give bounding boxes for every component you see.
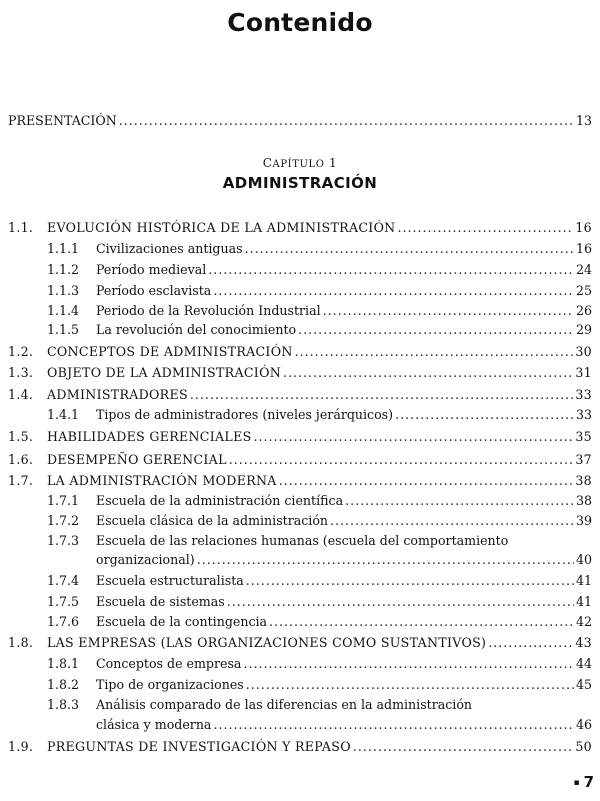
toc-page-number: 25 bbox=[575, 283, 592, 298]
toc-entry-continuation bbox=[96, 551, 592, 569]
toc-entry-number: 1.2. bbox=[8, 344, 34, 359]
toc-entry-number: 1.8. bbox=[8, 635, 34, 650]
toc-entry-text: OBJETO DE LA ADMINISTRACIÓN bbox=[47, 365, 282, 380]
toc-entry-number: 1.6. bbox=[8, 452, 34, 467]
toc-entry-text: LA ADMINISTRACIÓN MODERNA bbox=[47, 473, 277, 488]
toc-entry bbox=[47, 240, 592, 258]
toc-entry bbox=[8, 364, 592, 382]
toc-entry bbox=[47, 492, 592, 510]
leader-dots bbox=[298, 321, 574, 339]
toc-entry bbox=[47, 512, 592, 530]
toc-page-number: 13 bbox=[575, 113, 592, 128]
toc-entry bbox=[8, 343, 592, 361]
toc-page-number: 44 bbox=[575, 656, 592, 671]
toc-entry-number: 1.7.5 bbox=[47, 594, 80, 609]
toc-entry bbox=[47, 261, 592, 279]
toc-entry-text: Escuela clásica de la administración bbox=[96, 513, 329, 528]
toc-page-number: 45 bbox=[575, 677, 592, 692]
toc-entry-text: Conceptos de empresa bbox=[96, 656, 242, 671]
toc-entry-text: La revolución del conocimiento bbox=[96, 322, 297, 337]
toc-entry-number: 1.9. bbox=[8, 739, 34, 754]
toc-page-number: 46 bbox=[575, 717, 592, 732]
chapter-number: 1 bbox=[329, 156, 338, 170]
leader-dots bbox=[197, 551, 574, 569]
toc-entry-text: Período medieval bbox=[96, 262, 207, 277]
leader-dots bbox=[395, 406, 574, 424]
toc-entry-number: 1.8.1 bbox=[47, 656, 80, 671]
leader-dots bbox=[190, 386, 573, 404]
toc-entry-text: EVOLUCIÓN HISTÓRICA DE LA ADMINISTRACIÓN bbox=[47, 220, 396, 235]
toc-entry bbox=[8, 738, 592, 756]
toc-entry-text: Periodo de la Revolución Industrial bbox=[96, 303, 321, 318]
leader-dots bbox=[245, 240, 574, 258]
toc-entry-number: 1.1. bbox=[8, 220, 34, 235]
leader-dots bbox=[229, 451, 574, 469]
toc-entry bbox=[8, 428, 592, 446]
leader-dots bbox=[295, 343, 574, 361]
chapter-label-rest: APÍTULO bbox=[272, 159, 325, 170]
toc-entry-text: ADMINISTRADORES bbox=[47, 387, 188, 402]
toc-entry-number: 1.7.3 bbox=[47, 533, 80, 548]
leader-dots bbox=[488, 634, 573, 652]
toc-entry bbox=[47, 593, 592, 611]
toc-entry-number: 1.1.4 bbox=[47, 303, 80, 318]
toc-entry bbox=[47, 676, 592, 694]
toc-entry-continuation bbox=[96, 716, 592, 734]
toc-entry bbox=[8, 634, 592, 652]
toc-entry-text: Escuela de sistemas bbox=[96, 594, 225, 609]
toc-entry bbox=[47, 572, 592, 590]
toc-entry bbox=[47, 532, 592, 550]
toc-page-number: 38 bbox=[575, 493, 592, 508]
toc-entry bbox=[47, 282, 592, 300]
bullet-icon: ▪ bbox=[573, 777, 580, 788]
toc-entry-text: PRESENTACIÓN bbox=[8, 113, 117, 128]
leader-dots bbox=[254, 428, 574, 446]
leader-dots bbox=[213, 282, 574, 300]
leader-dots bbox=[246, 572, 574, 590]
page-number: 7 bbox=[583, 773, 594, 791]
chapter-title: ADMINISTRACIÓN bbox=[222, 174, 378, 192]
toc-entry-number: 1.7.1 bbox=[47, 493, 80, 508]
toc-page-number: 24 bbox=[575, 262, 592, 277]
toc-entry-text: Escuela de la contingencia bbox=[96, 614, 268, 629]
toc-page-number: 30 bbox=[575, 344, 592, 359]
toc-page-number: 16 bbox=[575, 220, 592, 235]
toc-entry-number: 1.7.2 bbox=[47, 513, 80, 528]
toc-entry bbox=[8, 219, 592, 237]
toc-entry-text: clásica y moderna bbox=[96, 717, 212, 732]
leader-dots bbox=[119, 112, 574, 130]
toc-entry-text: Escuela estructuralista bbox=[96, 573, 244, 588]
toc-entry-text: CONCEPTOS DE ADMINISTRACIÓN bbox=[47, 344, 293, 359]
toc-entry-text: organizacional) bbox=[96, 552, 195, 567]
toc-entry-number: 1.1.1 bbox=[47, 241, 80, 256]
toc-entry-text: DESEMPEÑO GERENCIAL bbox=[47, 452, 227, 467]
toc-entry-text: PREGUNTAS DE INVESTIGACIÓN Y REPASO bbox=[47, 739, 351, 754]
leader-dots bbox=[246, 676, 574, 694]
toc-entry-number: 1.1.3 bbox=[47, 283, 80, 298]
toc-entry bbox=[47, 321, 592, 339]
toc-entry-number: 1.3. bbox=[8, 365, 34, 380]
toc-entry bbox=[47, 406, 592, 424]
leader-dots bbox=[398, 219, 574, 237]
toc-page-number: 43 bbox=[575, 635, 592, 650]
toc-entry bbox=[47, 302, 592, 320]
toc-page-number: 33 bbox=[575, 407, 592, 422]
toc-entry bbox=[47, 696, 592, 714]
toc-page-number: 35 bbox=[575, 429, 592, 444]
toc-page-number: 40 bbox=[575, 552, 592, 567]
toc-entry-text: Tipo de organizaciones bbox=[96, 677, 244, 692]
page-footer bbox=[573, 773, 594, 791]
toc-entry-number: 1.5. bbox=[8, 429, 34, 444]
toc-page-number: 26 bbox=[575, 303, 592, 318]
chapter-label bbox=[0, 156, 600, 170]
toc-entry-text: HABILIDADES GERENCIALES bbox=[47, 429, 252, 444]
leader-dots bbox=[208, 261, 574, 279]
toc-page-number: 16 bbox=[575, 241, 592, 256]
toc-entry-text: Período esclavista bbox=[96, 283, 212, 298]
leader-dots bbox=[269, 613, 574, 631]
toc-entry-number: 1.8.2 bbox=[47, 677, 80, 692]
page-title: Contenido bbox=[227, 8, 373, 37]
toc-entry-text: Análisis comparado de las diferencias en la administración bbox=[96, 697, 473, 712]
toc-page-number: 41 bbox=[575, 594, 592, 609]
leader-dots bbox=[213, 716, 574, 734]
toc-entry-number: 1.7.6 bbox=[47, 614, 80, 629]
leader-dots bbox=[227, 593, 574, 611]
toc-entry bbox=[8, 451, 592, 469]
toc-entry-number: 1.1.5 bbox=[47, 322, 80, 337]
toc-entry bbox=[8, 386, 592, 404]
leader-dots bbox=[345, 492, 574, 510]
leader-dots bbox=[353, 738, 574, 756]
toc-entry-text: Civilizaciones antiguas bbox=[96, 241, 243, 256]
toc-entry bbox=[47, 655, 592, 673]
toc-entry-text: LAS EMPRESAS (LAS ORGANIZACIONES COMO SUSTANTIVOS) bbox=[47, 635, 487, 650]
toc-entry-text: Escuela de las relaciones humanas (escuela del comportamiento bbox=[96, 533, 509, 548]
toc-entry-text: Escuela de la administración científica bbox=[96, 493, 344, 508]
toc-entry-number: 1.4. bbox=[8, 387, 34, 402]
toc-page-number: 41 bbox=[575, 573, 592, 588]
toc-entry-text: Tipos de administradores (niveles jerárquicos) bbox=[96, 407, 394, 422]
toc-entry bbox=[8, 472, 592, 490]
toc-entry-number: 1.1.2 bbox=[47, 262, 80, 277]
toc-page-number: 29 bbox=[575, 322, 592, 337]
chapter-label-cap: C bbox=[262, 156, 273, 170]
toc-entry bbox=[47, 613, 592, 631]
toc-entry-number: 1.8.3 bbox=[47, 697, 80, 712]
leader-dots bbox=[283, 364, 573, 382]
toc-page-number: 33 bbox=[575, 387, 592, 402]
toc-entry-number: 1.7.4 bbox=[47, 573, 80, 588]
toc-entry-presentacion bbox=[8, 112, 592, 130]
toc-entry-number: 1.4.1 bbox=[47, 407, 80, 422]
leader-dots bbox=[323, 302, 574, 320]
toc-page-number: 31 bbox=[575, 365, 592, 380]
toc-page-number: 37 bbox=[575, 452, 592, 467]
toc-page-number: 39 bbox=[575, 513, 592, 528]
toc-page-number: 50 bbox=[575, 739, 592, 754]
leader-dots bbox=[330, 512, 574, 530]
toc-entry-number: 1.7. bbox=[8, 473, 34, 488]
toc-page-number: 38 bbox=[575, 473, 592, 488]
leader-dots bbox=[243, 655, 574, 673]
toc-page-number: 42 bbox=[575, 614, 592, 629]
leader-dots bbox=[279, 472, 574, 490]
